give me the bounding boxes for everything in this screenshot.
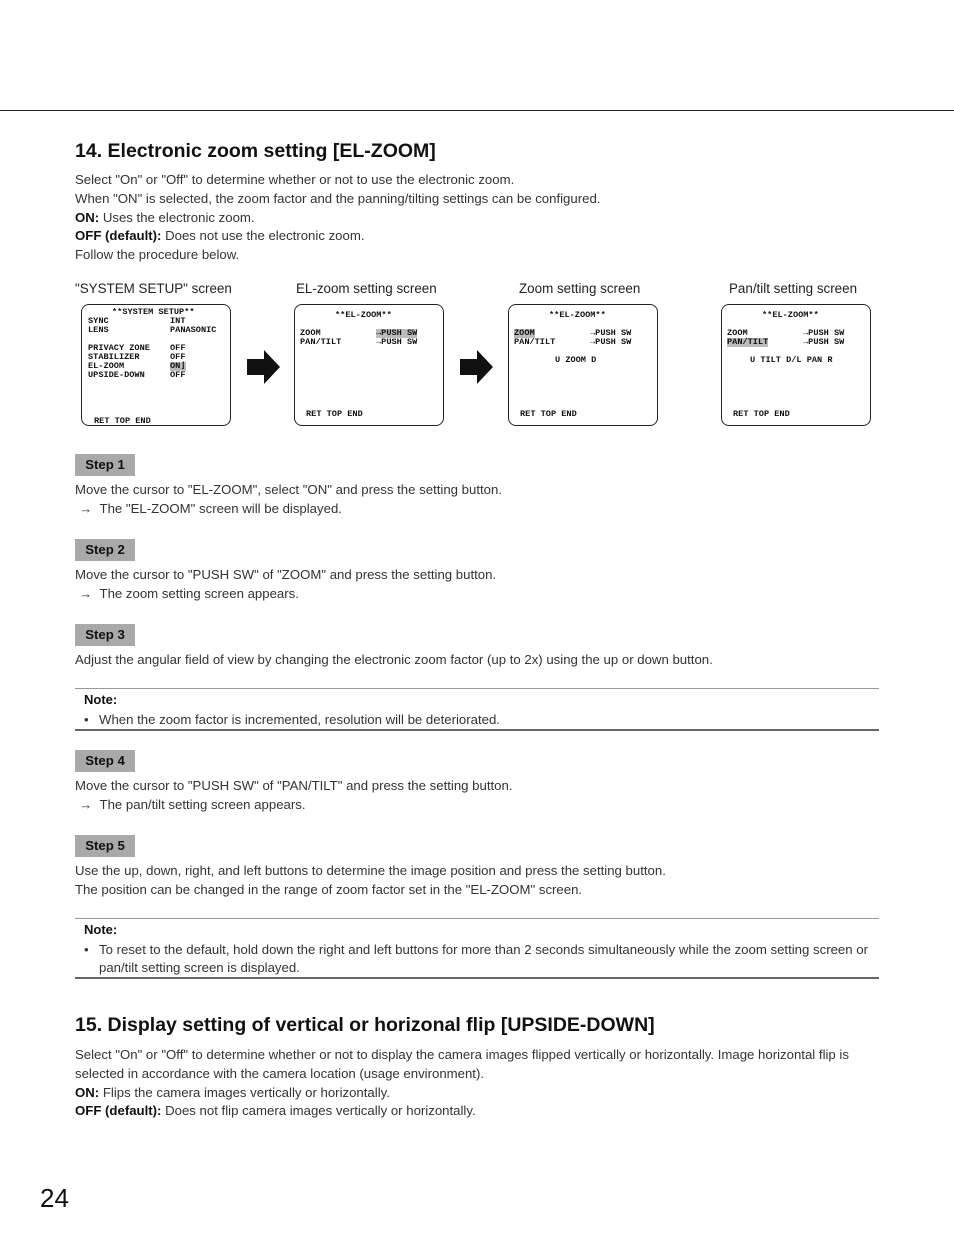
el-zoom-value-text: ON <box>170 361 181 371</box>
caption-system-setup: "SYSTEM SETUP" screen <box>75 281 232 296</box>
result-arrow-icon: → <box>79 796 93 812</box>
pan-tilt-value-text: PUSH SW <box>808 337 845 347</box>
note-box <box>75 918 879 979</box>
menu-value-privacy-zone: OFF <box>170 343 186 353</box>
step-4-result <box>75 796 880 815</box>
step-5-body <box>75 862 880 900</box>
step-1-result-text: The "EL-ZOOM" screen will be displayed. <box>99 500 342 516</box>
zoom-value-text: PUSH SW <box>808 328 845 338</box>
screen-footer: RET TOP END <box>733 409 790 419</box>
step-3-text: Adjust the angular field of view by changing the electronic zoom factor (up to 2x) using the up or down button. <box>75 652 713 667</box>
pan-tilt-setting-screen <box>721 304 871 426</box>
section-15-intro: Select "On" or "Off" to determine whether or not to display the camera images flipped vertically or horizontally. Image horizontal flip is selected in accordance with the camera location (usage environment). <box>75 1047 849 1081</box>
menu-label-pan-tilt: PAN/TILT <box>727 337 769 347</box>
intro-line-2: When "ON" is selected, the zoom factor and the panning/tilting settings can be configured. <box>75 190 601 206</box>
arrow-right-icon <box>247 350 281 384</box>
submenu-arrow-icon: → <box>376 337 382 347</box>
step-1-body <box>75 481 880 519</box>
step-5-text: Use the up, down, right, and left buttons to determine the image position and press the setting button. <box>75 863 666 878</box>
menu-label-pan-tilt: PAN/TILT <box>514 337 556 347</box>
note-body <box>84 711 878 729</box>
note-title: Note: <box>84 692 118 707</box>
page-number: 24 <box>40 1183 69 1213</box>
section-15-heading: 15. Display setting of vertical or horizonal flip [UPSIDE-DOWN] <box>75 1014 655 1036</box>
zoom-value-text: PUSH SW <box>381 328 418 338</box>
submenu-arrow-icon: → <box>376 328 382 338</box>
on-label: ON: <box>75 1084 100 1100</box>
step-2-body <box>75 566 880 604</box>
screen-title: **SYSTEM SETUP** <box>112 307 195 317</box>
menu-value-stabilizer: OFF <box>170 352 186 362</box>
submenu-arrow-icon: → <box>803 337 809 347</box>
result-arrow-icon: → <box>79 585 93 601</box>
el-zoom-screen <box>294 304 444 426</box>
screen-title: **EL-ZOOM** <box>762 310 819 320</box>
zoom-control-hint: U ZOOM D <box>555 355 597 365</box>
on-definition <box>75 1084 880 1103</box>
step-4-body <box>75 777 880 815</box>
off-label: OFF (default): <box>75 228 162 244</box>
zoom-value-text: PUSH SW <box>595 328 632 338</box>
off-text: Does not flip camera images vertically or horizontally. <box>161 1103 476 1119</box>
step-2-label: Step 2 <box>75 539 135 561</box>
follow-text: Follow the procedure below. <box>75 247 240 263</box>
step-3-label: Step 3 <box>75 624 135 646</box>
system-setup-screen <box>81 304 231 426</box>
submenu-arrow-icon: → <box>590 328 596 338</box>
section-14-heading: 14. Electronic zoom setting [EL-ZOOM] <box>75 140 436 162</box>
screen-footer: RET TOP END <box>306 409 363 419</box>
zoom-setting-screen <box>508 304 658 426</box>
menu-value-pan-tilt <box>590 338 631 347</box>
step-2-text: Move the cursor to "PUSH SW" of "ZOOM" and press the setting button. <box>75 567 497 582</box>
menu-value-lens: PANASONIC <box>170 325 217 335</box>
pan-tilt-control-hint: U TILT D/L PAN R <box>750 355 833 365</box>
step-5-label: Step 5 <box>75 835 135 857</box>
off-definition <box>75 227 880 246</box>
menu-label-zoom: ZOOM <box>514 328 535 338</box>
pan-tilt-value-text: PUSH SW <box>381 337 418 347</box>
result-arrow-icon: → <box>79 500 93 516</box>
step-1-label: Step 1 <box>75 454 135 476</box>
screen-title: **EL-ZOOM** <box>549 310 606 320</box>
menu-label-lens: LENS <box>88 325 109 335</box>
submenu-arrow-icon: → <box>590 337 596 347</box>
note-text: To reset to the default, hold down the right and left buttons for more than 2 seconds simultaneously while the zoom setting screen or pan/tilt setting screen is displayed. <box>99 942 868 976</box>
menu-label-privacy-zone: PRIVACY ZONE <box>88 343 150 353</box>
step-4-result-text: The pan/tilt setting screen appears. <box>99 796 306 812</box>
step-2-result <box>75 585 880 604</box>
menu-label-el-zoom: EL-ZOOM <box>88 361 125 371</box>
on-label: ON: <box>75 209 100 225</box>
section-14-intro <box>75 171 880 265</box>
on-text: Flips the camera images vertically or horizontally. <box>99 1084 390 1100</box>
menu-label-sync: SYNC <box>88 316 109 326</box>
submenu-marker-icon: ⌋ <box>180 361 186 371</box>
off-text: Does not use the electronic zoom. <box>161 228 365 244</box>
step-4-label: Step 4 <box>75 750 135 772</box>
step-1-result <box>75 500 880 519</box>
menu-label-pan-tilt: PAN/TILT <box>300 337 342 347</box>
note-body <box>84 941 878 977</box>
intro-line-1: Select "On" or "Off" to determine whether or not to use the electronic zoom. <box>75 172 515 187</box>
note-text: When the zoom factor is incremented, resolution will be deteriorated. <box>99 712 500 727</box>
on-text: Uses the electronic zoom. <box>99 209 255 225</box>
screen-footer: RET TOP END <box>94 416 151 426</box>
step-4-text: Move the cursor to "PUSH SW" of "PAN/TILT" and press the setting button. <box>75 778 513 793</box>
menu-label-upside-down: UPSIDE-DOWN <box>88 370 145 380</box>
off-label: OFF (default): <box>75 1103 162 1119</box>
section-15-body <box>75 1046 880 1121</box>
screen-title: **EL-ZOOM** <box>335 310 392 320</box>
menu-value-pan-tilt <box>803 338 844 347</box>
bullet-icon: • <box>84 712 89 727</box>
menu-label-zoom: ZOOM <box>727 328 748 338</box>
step-2-result-text: The zoom setting screen appears. <box>99 585 299 601</box>
menu-label-stabilizer: STABILIZER <box>88 352 140 362</box>
note-box <box>75 688 879 731</box>
bullet-icon: • <box>84 942 89 957</box>
screen-footer: RET TOP END <box>520 409 577 419</box>
note-title: Note: <box>84 922 118 937</box>
menu-value-pan-tilt <box>376 338 417 347</box>
caption-zoom: Zoom setting screen <box>519 281 641 296</box>
header-rule <box>0 110 954 111</box>
pan-tilt-value-text: PUSH SW <box>595 337 632 347</box>
step-5-text-2: The position can be changed in the range of zoom factor set in the "EL-ZOOM" screen. <box>75 881 583 897</box>
caption-el-zoom: EL-zoom setting screen <box>296 281 437 296</box>
on-definition <box>75 209 880 228</box>
step-1-text: Move the cursor to "EL-ZOOM", select "ON" and press the setting button. <box>75 482 502 497</box>
caption-pan-tilt: Pan/tilt setting screen <box>729 281 858 296</box>
menu-value-sync: INT <box>170 316 186 326</box>
menu-value-upside-down: OFF <box>170 370 186 380</box>
submenu-arrow-icon: → <box>803 328 809 338</box>
off-definition <box>75 1102 880 1121</box>
arrow-right-icon <box>460 350 494 384</box>
menu-label-zoom: ZOOM <box>300 328 321 338</box>
